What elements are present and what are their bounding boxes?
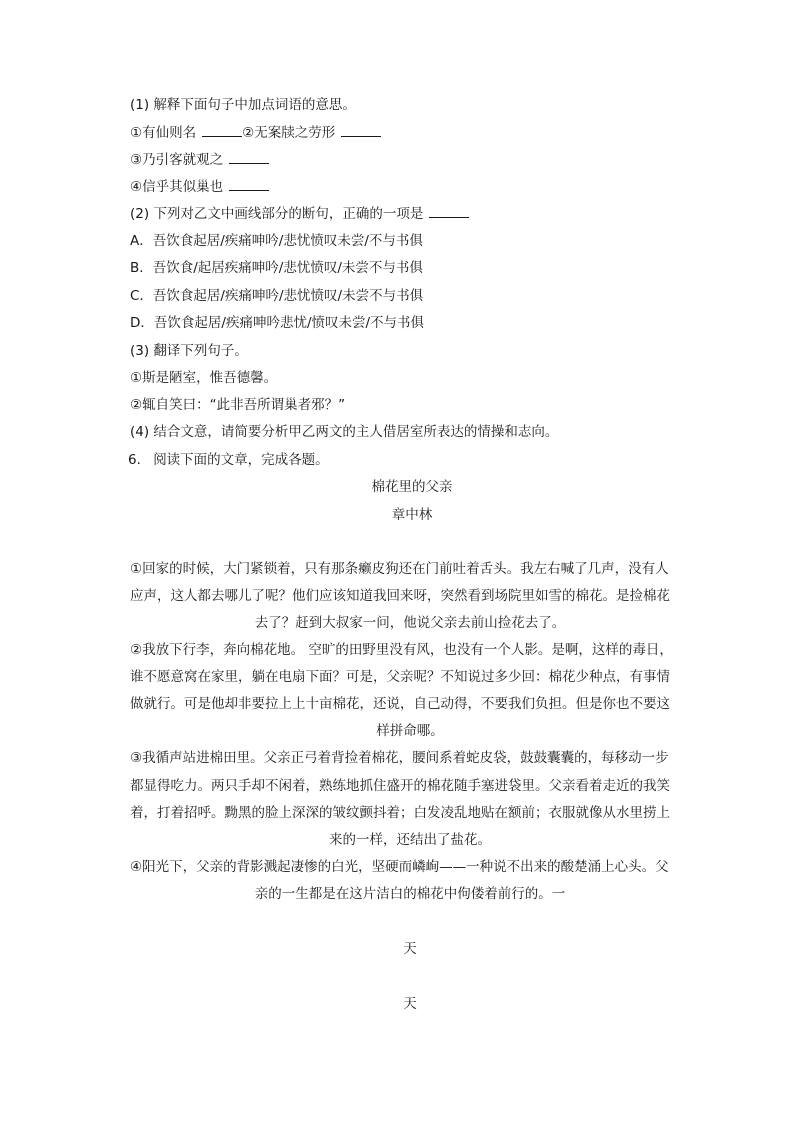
article-line: 亲的一生都是在这片洁白的棉花中佝偻着前行的。一 (254, 886, 566, 902)
article-author: 章中林 (391, 507, 433, 523)
option-c: C．吾饮食起居/疾痛呻吟/悲忧愤叹/未尝不与书俱 (130, 288, 424, 304)
question-1-item-c: ③乃引客就观之 (130, 152, 224, 168)
article-line: 来的一样，还结出了盐花。 (329, 832, 491, 848)
option-b: B．吾饮食/起居疾痛呻吟/悲忧愤叹/未尝不与书俱 (130, 260, 423, 276)
article-line: ④阳光下，父亲的背影溅起凄惨的白光，坚硬而嶙峋——一种说不出来的酸楚涌上心头。父 (130, 859, 669, 875)
answer-blank[interactable] (229, 178, 269, 191)
article-line: ②我放下行李，奔向棉花地。 空旷的田野里没有风，也没有一个人影。是啊，这样的毒日， (130, 642, 673, 658)
article-line: ③我循声站进棉田里。父亲正弓着背捡着棉花，腰间系着蛇皮袋，鼓鼓囊囊的，每移动一步 (130, 750, 669, 766)
article-line: 做就行。可是他却非要拉上上十亩棉花，还说，自己动得，不要我们负担。但是你也不要这 (130, 696, 670, 712)
question-1-item-d-line (130, 178, 269, 196)
article-title: 棉花里的父亲 (371, 479, 453, 495)
question-2-line (130, 205, 469, 223)
option-a: A．吾饮食起居/疾痛呻吟/悲忧愤叹未尝/不与书俱 (130, 233, 423, 249)
article-line: 样拼命哪。 (376, 723, 444, 739)
question-6-line (128, 451, 329, 469)
answer-blank[interactable] (229, 151, 269, 164)
article-line: 去了？赶到大叔家一问，他说父亲去前山捡花去了。 (254, 615, 566, 631)
article-line: 应声，这人都去哪儿了呢？他们应该知道我回来呀，突然看到场院里如雪的棉花。是捡棉花 (130, 588, 670, 604)
article-line: 着，打着招呼。黝黑的脸上深深的皱纹颤抖着；白发凌乱地贴在额前；衣服就像从水里捞上 (130, 805, 670, 821)
question-1-item-b: ②无案牍之劳形 (242, 125, 336, 141)
article-line: 天 (403, 941, 417, 957)
question-2: (2) 下列对乙文中画线部分的断句，正确的一项是 (130, 206, 424, 222)
question-6-number: 6. (128, 452, 141, 468)
option-d: D．吾饮食起居/疾痛呻吟悲忧/愤叹未尝/不与书俱 (130, 315, 425, 331)
question-4: (4) 结合文意，请简要分析甲乙两文的主人借居室所表达的情操和志向。 (130, 424, 559, 440)
answer-blank[interactable] (202, 124, 242, 137)
answer-blank[interactable] (429, 205, 469, 218)
article-line: 天 (403, 996, 417, 1012)
question-3: (3) 翻译下列句子。 (130, 343, 248, 359)
question-3-item-a: ①斯是陋室，惟吾德馨。 (130, 370, 278, 386)
answer-blank[interactable] (341, 124, 381, 137)
article-line: ①回家的时候，大门紧锁着，只有那条癞皮狗还在门前吐着舌头。我左右喊了几声，没有人 (130, 561, 669, 577)
question-3-item-b: ②辄自笑曰：“此非吾所谓巢者邪？” (130, 397, 346, 413)
question-1-item-a: ①有仙则名 (130, 125, 197, 141)
question-1-items-ab (130, 124, 381, 142)
question-6: 阅读下面的文章，完成各题。 (153, 452, 329, 468)
question-1: (1) 解释下面句子中加点词语的意思。 (130, 97, 356, 113)
question-1-item-c-line (130, 151, 269, 169)
article-line: 谁不愿意窝在家里，躺在电扇下面？可是，父亲呢？不知说过多少回：棉花少种点，有事情 (130, 669, 670, 685)
article-line: 都显得吃力。两只手却不闲着，熟练地抓住盛开的棉花随手塞进袋里。父亲看着走近的我笑 (130, 778, 670, 794)
question-1-item-d: ④信乎其似巢也 (130, 179, 224, 195)
